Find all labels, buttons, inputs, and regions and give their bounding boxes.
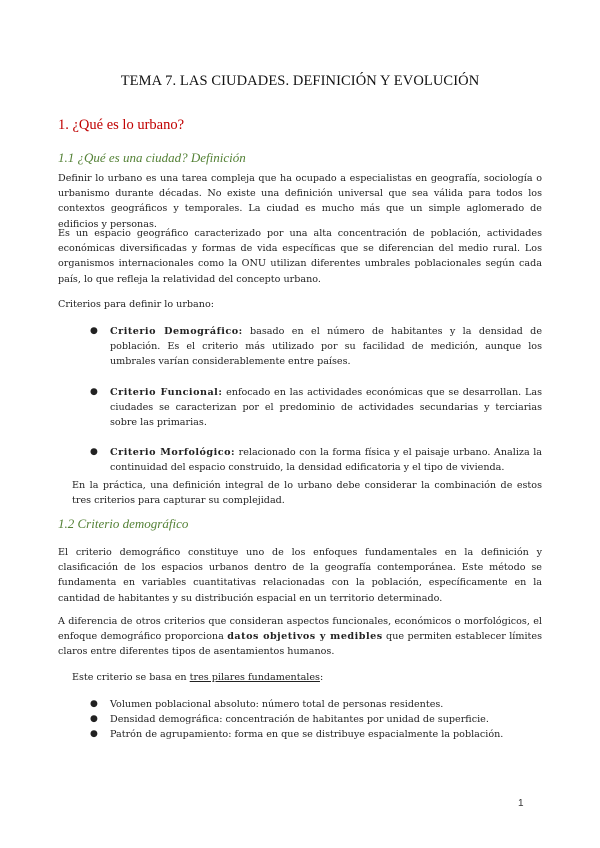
page-title: TEMA 7. LAS CIUDADES. DEFINICIÓN Y EVOLUCIÓN bbox=[120, 73, 480, 89]
criteria-text: enfocado en las actividades económicas que se desarrollan. Las ciudades se caracterizan por el predominio de actividades secundarias y terciarias sobre las primarias. bbox=[110, 386, 542, 429]
criteria-item-functional bbox=[72, 385, 542, 431]
criteria-item-demographic bbox=[72, 324, 542, 370]
subsection-heading-1-2: 1.2 Criterio demográfico bbox=[58, 516, 189, 531]
criteria-label: Criterio Funcional: bbox=[110, 386, 223, 398]
pillar-item: ● Volumen poblacional absoluto: número total de personas residentes. bbox=[72, 697, 542, 712]
bullet-icon: ● bbox=[90, 714, 98, 725]
paragraph-demographic-criterion: El criterio demográfico constituye uno de los enfoques fundamentales en la definición y clasificación de los espacios urbanos dentro de la geografía contemporánea. Este método se fundamenta en variables cuantitativas relacionadas con la población, específicamente en la cantidad de habitantes y su distribución espacial en un territorio determinado. bbox=[58, 547, 542, 604]
page-number: 1 bbox=[518, 798, 524, 809]
criteria-text: basado en el número de habitantes y la densidad de población. Es el criterio más utilizado por su facilidad de medición, aunque los umbrales varían considerablemente entre países. bbox=[110, 326, 542, 368]
paragraph-definition: Definir lo urbano es una tarea compleja que ha ocupado a especialistas en geografía, sociología o urbanismo durante décadas. No existe una definición universal que sea válida para todos los contextos geográficos y temporales. La ciudad es mucho más que un simple aglomerado de edificios y personas. bbox=[58, 173, 542, 230]
bullet-icon: ● bbox=[90, 729, 98, 740]
criteria-label: Criterio Morfológico: bbox=[110, 447, 236, 459]
criteria-list bbox=[72, 324, 542, 491]
bold-phrase: datos objetivos y medibles bbox=[227, 631, 383, 643]
paragraph-integral-definition: En la práctica, una definición integral de lo urbano debe considerar la combinación de estos tres criterios para capturar su complejidad. bbox=[72, 480, 542, 507]
bullet-icon: ● bbox=[90, 386, 98, 397]
bullet-icon: ● bbox=[90, 447, 98, 458]
criteria-label: Criterio Demográfico: bbox=[110, 326, 243, 337]
criteria-item-morphological bbox=[72, 445, 542, 475]
paragraph-pillars-intro: Este criterio se basa en tres pilares fundamentales: bbox=[72, 672, 324, 683]
bullet-icon: ● bbox=[90, 699, 98, 709]
underlined-phrase: tres pilares fundamentales bbox=[189, 672, 320, 683]
section-heading-1: 1. ¿Qué es lo urbano? bbox=[58, 117, 185, 133]
subsection-heading-1-1: 1.1 ¿Qué es una ciudad? Definición bbox=[58, 150, 246, 165]
criteria-text: relacionado con la forma física y el paisaje urbano. Analiza la continuidad del espacio construido, la densidad edificatoria y el tipo de vivienda. bbox=[110, 447, 542, 474]
paragraph-criteria-intro: Criterios para definir lo urbano: bbox=[58, 299, 214, 310]
pillar-item: ● Densidad demográfica: concentración de habitantes por unidad de superficie. bbox=[72, 712, 542, 727]
bullet-icon: ● bbox=[90, 326, 98, 336]
paragraph-objective-data: A diferencia de otros criterios que consideran aspectos funcionales, económicos o morfológicos, el enfoque demográfico proporciona datos objetivos y medibles que permiten establecer límites claros entre diferentes tipos de asentamientos humanos. bbox=[58, 616, 543, 658]
pillars-list bbox=[72, 697, 542, 743]
pillar-item: ● Patrón de agrupamiento: forma en que se distribuye espacialmente la población. bbox=[72, 727, 542, 742]
paragraph-geographic-space: Es un espacio geográfico caracterizado por una alta concentración de población, actividades económicas diversificadas y formas de vida específicas que se diferencian del medio rural. Los organismos internacionales como la ONU utilizan diferentes umbrales poblacionales según cada país, lo que refleja la relatividad del concepto urbano. bbox=[58, 228, 542, 285]
